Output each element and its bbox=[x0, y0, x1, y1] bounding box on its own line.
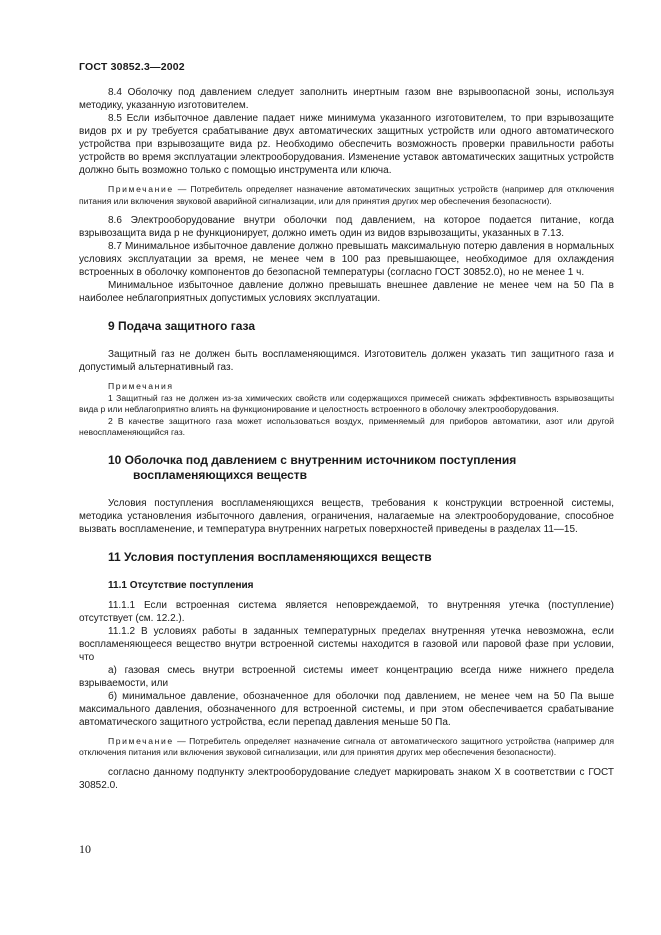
note-1-text: — Потребитель определяет назначение автоматических защитных устройств (например для отключения питания или включения звуковой аварийной сигнализации, или для принятия других мер обеспечения безопасности). bbox=[79, 184, 614, 206]
paragraph-8-7b: Минимальное избыточное давление должно превышать внешнее давление не менее чем на 50 Па в наиболее неблагоприятных допустимых условиях эксплуатации. bbox=[79, 280, 614, 304]
notes-9-heading bbox=[79, 381, 614, 393]
note-2-text: — Потребитель определяет назначение сигнала от автоматического защитного устройства (например для отключения питания или включения звуковой сигнализации, или для принятия других мер обеспечения безопасности). bbox=[79, 735, 614, 757]
paragraph-11-1-2: 11.1.2 В условиях работы в заданных температурных пределах внутренняя утечка невозможна, если воспламеняющееся вещество внутри встроенной системы находится в газовой или паровой фазе при условии, что bbox=[79, 625, 614, 663]
paragraph-final: согласно данному подпункту электрооборудование следует маркировать знаком X в соответствии с ГОСТ 30852.0. bbox=[79, 766, 614, 791]
section-9-heading: 9 Подача защитного газа bbox=[108, 319, 256, 333]
notes-9-heading-text: Примечания bbox=[108, 381, 174, 391]
paragraph-9: Защитный газ не должен быть воспламеняющимся. Изготовитель должен указать тип защитного газа и допустимый альтернативный газ. bbox=[79, 349, 614, 373]
page-number: 10 bbox=[79, 842, 91, 856]
page-content bbox=[79, 86, 614, 792]
note-1 bbox=[79, 184, 614, 207]
item-b: б) минимальное давление, обозначенное для оболочки под давлением, не менее чем на 50 Па выше максимального давления, обозначенного для встроенной системы, и при этом обеспечивается срабатывание автоматического защитного устройства, если перепад давления меньше 50 Па. bbox=[79, 690, 614, 728]
section-10-heading-line2: воспламеняющихся веществ bbox=[133, 467, 308, 482]
note-1-heading: Примечание bbox=[108, 184, 174, 194]
note-9-1: 1 Защитный газ не должен из-за химических свойств или содержащихся примесей снижать эффективность взрывозащиты вида p или неблагоприятно влиять на функционирование и целостность встроенного в оболочку электрооборудования. bbox=[79, 392, 614, 414]
section-10-heading-line1: 10 Оболочка под давлением с внутренним источником поступления bbox=[108, 452, 517, 467]
subsection-11-1-heading: 11.1 Отсутствие поступления bbox=[108, 579, 254, 591]
paragraph-8-6: 8.6 Электрооборудование внутри оболочки под давлением, на которое подается питание, когда взрывозащита вида p не функционирует, должно иметь один из видов взрывозащиты, указанных в 7.13. bbox=[79, 215, 614, 239]
paragraph-8-7: 8.7 Минимальное избыточное давление должно превышать максимальную потерю давления в нормальных условиях эксплуатации за время, не менее чем в 100 раз превышающее, необходимое для охлаждения встроенных в оболочку компонентов до безопасной температуры (согласно ГОСТ 30852.0), но не менее 1 ч. bbox=[79, 241, 614, 278]
note-9-2: 2 В качестве защитного газа может использоваться воздух, применяемый для приборов автоматики, азот или другой невоспламеняющийся газ. bbox=[79, 415, 614, 437]
note-2-heading: Примечание bbox=[108, 735, 174, 746]
note-2 bbox=[79, 736, 614, 759]
paragraph-11-1-1: 11.1.1 Если встроенная система является неповреждаемой, то внутренняя утечка (поступление) отсутствует (см. 12.2.). bbox=[79, 599, 614, 624]
page-header: ГОСТ 30852.3—2002 bbox=[79, 61, 185, 73]
section-11-heading: 11 Условия поступления воспламеняющихся веществ bbox=[108, 549, 432, 564]
paragraph-8-4: 8.4 Оболочку под давлением следует заполнить инертным газом вне взрывоопасной зоны, используя методику, указанную изготовителем. bbox=[79, 87, 614, 111]
paragraph-8-5: 8.5 Если избыточное давление падает ниже минимума указанного изготовителем, то при взрывозащите видов px и py требуется срабатывание двух автоматических защитных устройств или одного автоматического устройства при взрывозащите вида pz. Необходимо обеспечить возможность проверки правильности работы устройств во время эксплуатации электрооборудования. Изменение уставок автоматических защитных устройств должно быть возможно только с помощью инструмента или ключа. bbox=[79, 113, 614, 176]
item-a: а) газовая смесь внутри встроенной системы имеет концентрацию всегда ниже нижнего предела взрываемости, или bbox=[79, 664, 614, 689]
paragraph-10: Условия поступления воспламеняющихся веществ, требования к конструкции встроенной системы, методика установления избыточного давления, ограничения, налагаемые на электрооборудование, способное вызвать воспламенение, и температура внутренних нагретых поверхностей приведены в разделах 11—15. bbox=[79, 497, 614, 535]
